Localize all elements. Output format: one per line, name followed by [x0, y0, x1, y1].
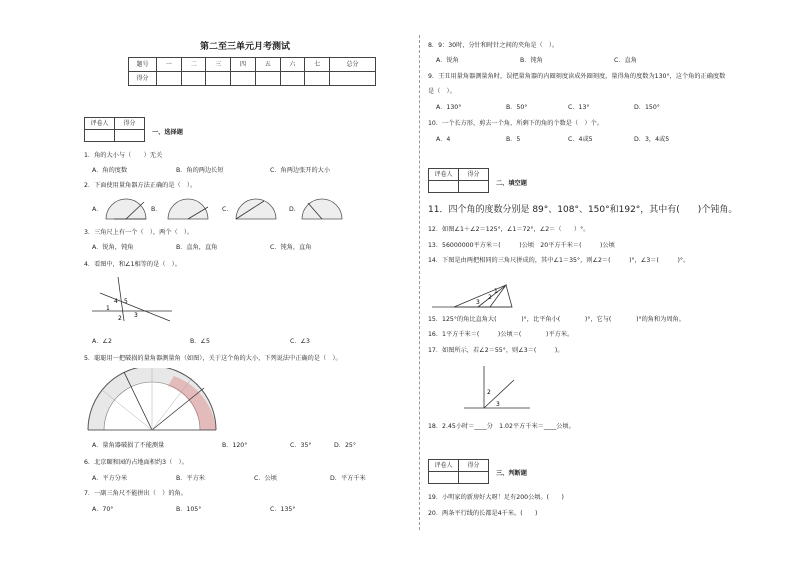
option[interactable]: C．: [222, 206, 233, 213]
fig-label: 1: [494, 288, 498, 295]
score-input-cell[interactable]: [305, 72, 330, 86]
score-cell: 六: [280, 58, 305, 72]
grader-input[interactable]: [429, 181, 459, 193]
question-7: 7．一副三角尺不能拼出（ ）的角。: [84, 490, 187, 497]
option[interactable]: B．∠5: [190, 338, 210, 345]
q17-angle-figure: [462, 362, 532, 412]
option[interactable]: C．13°: [568, 104, 590, 111]
question-12: 12．如图∠1＋∠2＝125°，∠1＝72°，∠2＝（ ）°。: [428, 226, 590, 233]
column-divider: [419, 35, 420, 530]
question-17: 17．如图所示，若∠2＝55°，则∠3＝( )。: [428, 347, 564, 354]
fig-label: 5: [124, 298, 128, 305]
option[interactable]: A．4: [436, 136, 451, 143]
grader-box: [428, 168, 489, 193]
score-input-cell[interactable]: [206, 72, 231, 86]
grader-label: 得分: [115, 118, 145, 130]
option[interactable]: D．150°: [634, 104, 660, 111]
protractor-b-icon: [166, 197, 210, 221]
option[interactable]: A．70°: [92, 506, 114, 513]
fig-label: 3: [496, 401, 500, 408]
score-input-cell[interactable]: [231, 72, 256, 86]
question-20: 20．两条平行线的长都是4千米。( ): [428, 510, 538, 517]
grader-label: 评卷人: [85, 118, 115, 130]
q14-triangle-figure: [430, 271, 514, 311]
score-cell: 题号: [129, 58, 157, 72]
question-8: 8．9：30时，分针和时针之间的夹角是（ ）。: [428, 42, 559, 49]
option[interactable]: B．平方米: [176, 475, 205, 482]
protractor-c-icon: [234, 197, 278, 221]
fig-label: 2: [488, 294, 492, 301]
question-10: 10．一个长方形，剪去一个角，所剩下的角的个数是（ ）个。: [428, 120, 603, 127]
option[interactable]: A．130°: [436, 104, 462, 111]
question-9: 9．王丑用量角器测量角时，误把量角器的内圈刻度读成外圈刻度，量得角的度数为130°，这个角的正确度数: [428, 73, 726, 80]
protractor-d-icon: [300, 197, 344, 221]
question-14: 14．下图是由两把相同的三角尺拼成的，其中∠1＝35°，则∠2＝( )°，∠3＝( )°。: [428, 257, 690, 264]
score-input-cell[interactable]: [280, 72, 305, 86]
option[interactable]: B．50°: [506, 104, 528, 111]
grader-label: 得分: [459, 460, 489, 472]
section-heading: 一、选择题: [152, 129, 183, 136]
score-input-cell[interactable]: [330, 72, 376, 86]
question-13: 13．56000000平方米＝( )公顷 20平方千米＝( )公顷: [428, 242, 615, 249]
question-1: 1．角的大小与（ ）无关: [84, 152, 163, 159]
fig-label: 2: [487, 389, 491, 396]
fig-label: 1: [106, 305, 110, 312]
score-input-cell[interactable]: [181, 72, 206, 86]
grader-input[interactable]: [85, 130, 115, 142]
question-11: 11．四个角的度数分别是 89°、108°、150°和192°，其中有( )个钝角。: [428, 205, 738, 215]
score-cell: 总分: [330, 58, 376, 72]
option[interactable]: A．: [92, 206, 103, 213]
question-16: 16．1平方千米＝( )公顷＝( )平方米。: [428, 331, 574, 338]
score-cell: 四: [231, 58, 256, 72]
option[interactable]: A．平方分米: [92, 475, 128, 482]
grader-input[interactable]: [459, 181, 489, 193]
page-title: 第二至三单元月考测试: [200, 42, 291, 52]
option[interactable]: C．角两边张开的大小: [270, 167, 331, 174]
option[interactable]: D．3，4或5: [634, 136, 670, 143]
option[interactable]: B．直角，直角: [176, 244, 218, 251]
grader-input[interactable]: [459, 472, 489, 484]
question-19: 19．小明家的新房好大呀！足有200公顷。( ): [428, 494, 564, 501]
option[interactable]: A．∠2: [92, 338, 112, 345]
option[interactable]: B．钝角: [520, 57, 543, 64]
option[interactable]: C．135°: [270, 506, 296, 513]
score-cell: 得分: [129, 72, 157, 86]
option[interactable]: A．角的度数: [92, 167, 128, 174]
option[interactable]: B．120°: [222, 442, 248, 449]
option[interactable]: A．量角器破损了不能测量: [92, 442, 165, 449]
grader-label: 评卷人: [429, 460, 459, 472]
grader-label: 得分: [459, 169, 489, 181]
option[interactable]: B．: [151, 206, 162, 213]
option[interactable]: C．∠3: [290, 338, 310, 345]
question-2: 2．下面使用量角器方法正确的是（ ）。: [84, 182, 197, 189]
question-3: 3．三角尺上有一个（ ），两个（ ）。: [84, 229, 194, 236]
option[interactable]: C．35°: [290, 442, 312, 449]
option[interactable]: C．公顷: [254, 475, 277, 482]
score-value-row: [129, 72, 376, 86]
score-input-cell[interactable]: [255, 72, 280, 86]
option[interactable]: A．锐角: [436, 57, 459, 64]
score-header-row: [129, 58, 376, 72]
grader-box: [428, 459, 489, 484]
option[interactable]: D．平方千米: [330, 475, 366, 482]
fig-label: 3: [134, 312, 138, 319]
score-cell: 一: [157, 58, 182, 72]
section-heading: 二、填空题: [496, 180, 527, 187]
question-15: 15．125°的角比直角大( )°，比平角小( )°，它与( )°的角和为周角。: [428, 316, 685, 323]
protractor-a-icon: [104, 197, 148, 221]
score-cell: 五: [255, 58, 280, 72]
score-table: [128, 57, 376, 86]
option[interactable]: D．25°: [334, 442, 356, 449]
grader-box: [84, 117, 145, 142]
option[interactable]: A．锐角，钝角: [92, 244, 134, 251]
score-cell: 七: [305, 58, 330, 72]
grader-input[interactable]: [115, 130, 145, 142]
option[interactable]: C．直角: [614, 57, 637, 64]
option[interactable]: C．钝角，直角: [270, 244, 312, 251]
option[interactable]: B．角的两边长短: [176, 167, 224, 174]
option[interactable]: B．5: [506, 136, 521, 143]
question-18: 18．2.45小时＝____分 1.02平方千米＝____公顷。: [428, 423, 575, 430]
question-9-cont: 是（ ）。: [428, 88, 456, 95]
question-4: 4．看图中，和∠1相等的是（ ）。: [84, 261, 181, 268]
option[interactable]: B．105°: [176, 506, 202, 513]
grader-input[interactable]: [429, 472, 459, 484]
score-cell: 三: [206, 58, 231, 72]
fig-label: 2: [118, 315, 122, 322]
question-5: 5．聪聪用一把破损的量角器测量角（如图），关于这个角的大小，下列说法中正确的是（ ）。: [84, 355, 342, 362]
fig-label: 3: [476, 299, 480, 306]
q4-angle-figure: [90, 275, 174, 323]
grader-label: 评卷人: [429, 169, 459, 181]
broken-protractor-figure: [84, 368, 220, 432]
question-6: 6．北京颐和园的占地面积约3（ ）。: [84, 459, 188, 466]
option[interactable]: C．4或5: [568, 136, 593, 143]
score-cell: 二: [181, 58, 206, 72]
section-heading: 三、判断题: [496, 470, 527, 477]
score-input-cell[interactable]: [157, 72, 182, 86]
fig-label: 4: [114, 298, 118, 305]
option[interactable]: D．: [289, 206, 300, 213]
